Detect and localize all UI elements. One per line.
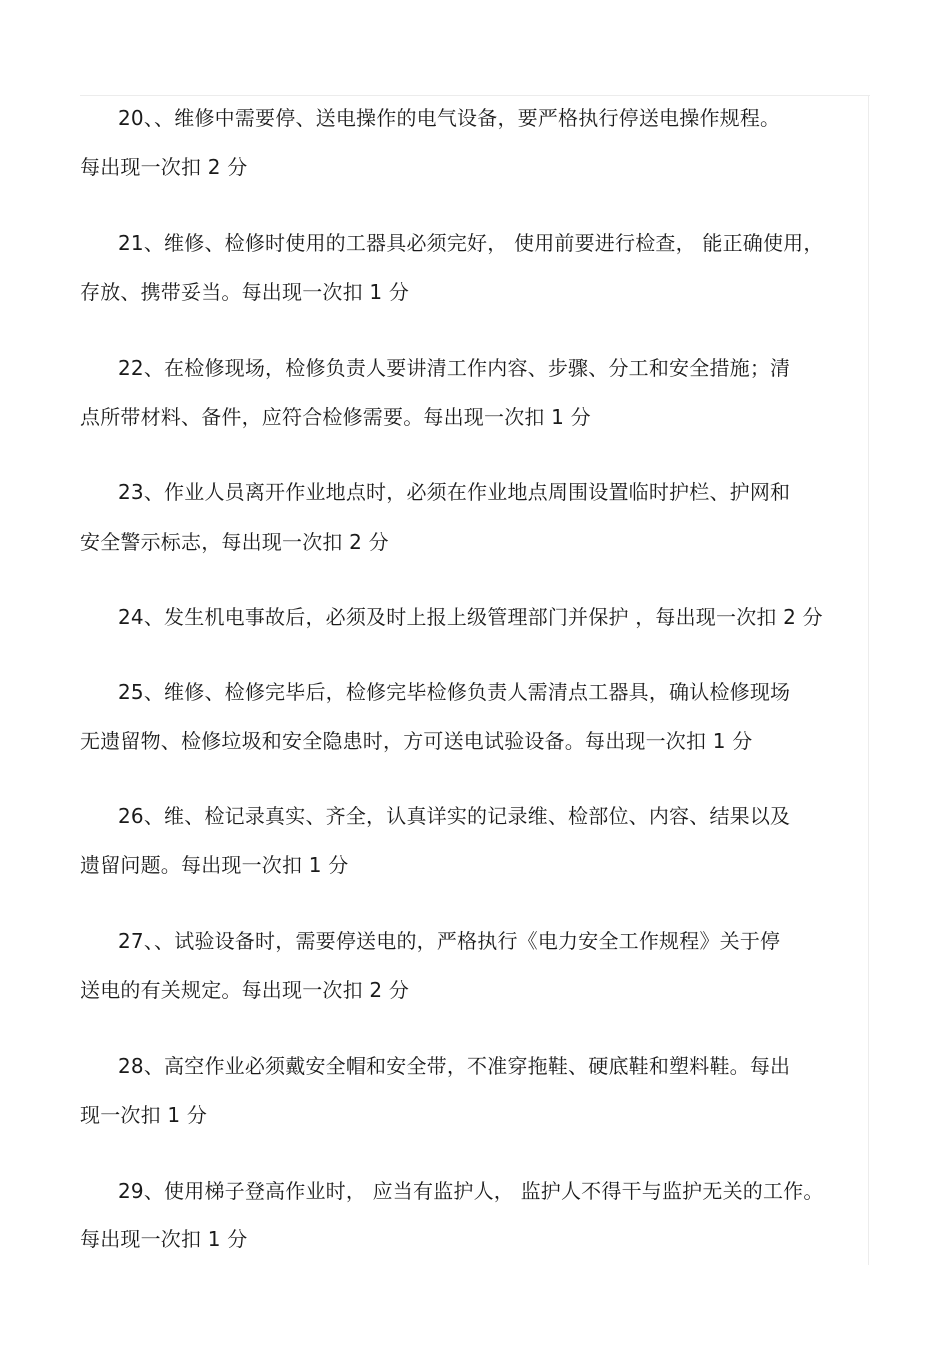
item-29-line-1: 29、使用梯子登高作业时， 应当有监护人， 监护人不得干与监护无关的工作。 [118, 1179, 824, 1203]
item-23-line-1: 23、作业人员离开作业地点时，必须在作业地点周围设置临时护栏、护网和 [118, 480, 791, 504]
item-22-line-2: 点所带材料、备件，应符合检修需要。每出现一次扣 1 分 [80, 405, 591, 429]
item-20-line-1: 20、、维修中需要停、送电操作的电气设备，要严格执行停送电操作规程。 [118, 106, 781, 130]
item-23-line-2: 安全警示标志，每出现一次扣 2 分 [80, 530, 389, 554]
item-28-line-2: 现一次扣 1 分 [80, 1103, 208, 1127]
item-21-line-1: 21、维修、检修时使用的工器具必须完好， 使用前要进行检查， 能正确使用， [118, 231, 824, 255]
item-29-line-2: 每出现一次扣 1 分 [80, 1227, 248, 1251]
item-21-line-2: 存放、携带妥当。每出现一次扣 1 分 [80, 280, 410, 304]
item-25-line-1: 25、维修、检修完毕后，检修完毕检修负责人需清点工器具，确认检修现场 [118, 680, 791, 704]
item-20-line-2: 每出现一次扣 2 分 [80, 155, 248, 179]
item-25-line-2: 无遗留物、检修垃圾和安全隐患时，方可送电试验设备。每出现一次扣 1 分 [80, 729, 753, 753]
item-24-line-1: 24、发生机电事故后，必须及时上报上级管理部门并保护 ，每出现一次扣 2 分 [118, 605, 823, 629]
item-28-line-1: 28、高空作业必须戴安全帽和安全带，不准穿拖鞋、硬底鞋和塑料鞋。每出 [118, 1054, 791, 1078]
item-26-line-1: 26、维、检记录真实、齐全，认真详实的记录维、检部位、内容、结果以及 [118, 804, 791, 828]
page-border-right [868, 95, 869, 1265]
page-border-top [80, 95, 870, 96]
item-26-line-2: 遗留问题。每出现一次扣 1 分 [80, 853, 349, 877]
item-22-line-1: 22、在检修现场，检修负责人要讲清工作内容、步骤、分工和安全措施；清 [118, 356, 791, 380]
item-27-line-2: 送电的有关规定。每出现一次扣 2 分 [80, 978, 410, 1002]
item-27-line-1: 27、、试验设备时，需要停送电的，严格执行《电力安全工作规程》关于停 [118, 929, 781, 953]
